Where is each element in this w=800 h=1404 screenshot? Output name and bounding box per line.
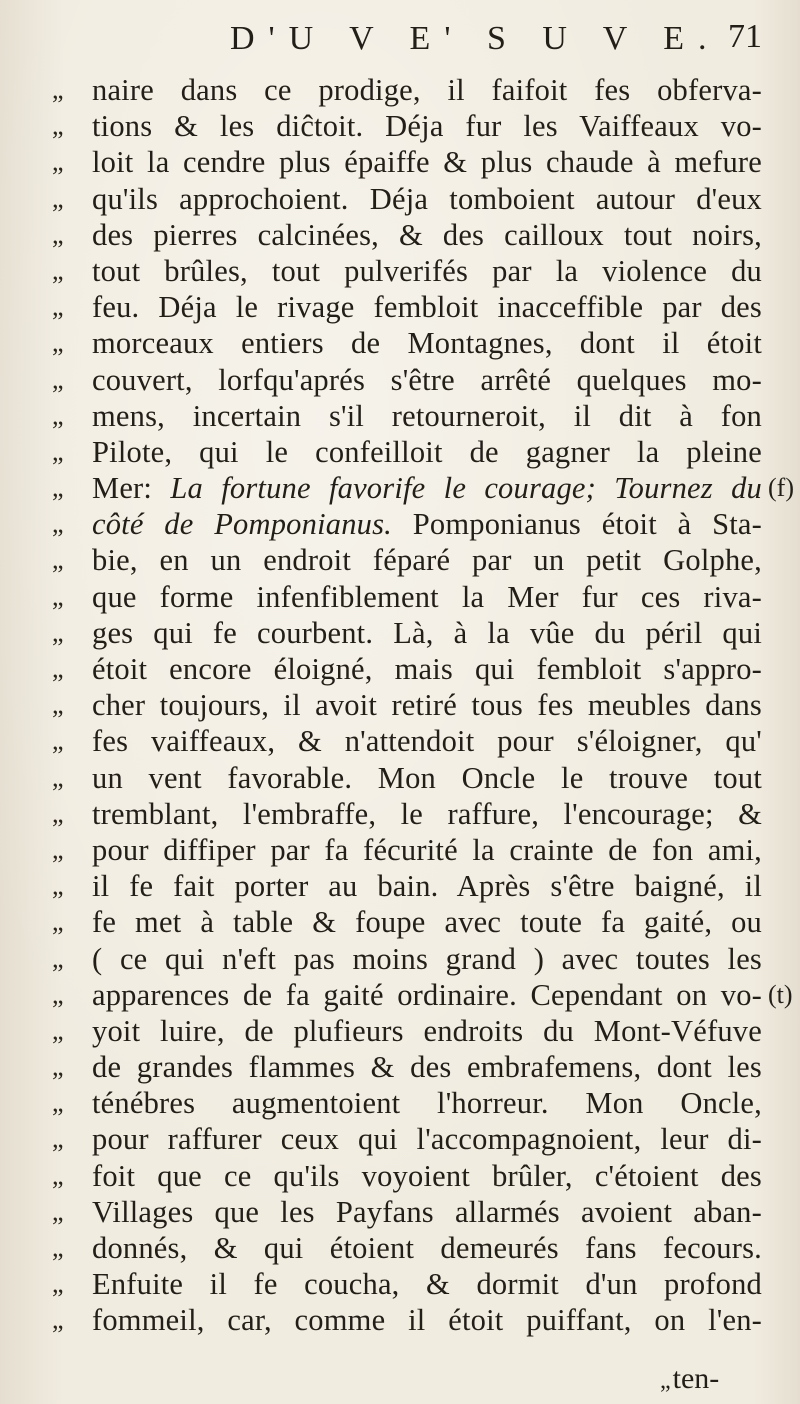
text-segment: cher toujours, il avoit retiré tous fes meubles dans (92, 688, 762, 723)
text-segment: ( ce qui n'eft pas moins grand ) avec toutes les (92, 941, 762, 976)
line-text (92, 253, 762, 289)
line-text (92, 615, 762, 651)
italic-segment: La fortune favorife le courage; Tournez du (170, 471, 762, 506)
text-line (0, 506, 800, 542)
quotation-mark: „ (52, 654, 64, 683)
text-line (0, 72, 800, 108)
text-line (0, 760, 800, 796)
text-line (0, 651, 800, 687)
text-line (0, 1266, 800, 1302)
text-segment: couvert, lorfqu'aprés s'être arrêté quelques mo- (92, 362, 762, 397)
text-segment: tremblant, l'embraffe, le raffure, l'encourage; & (92, 796, 762, 831)
line-text (92, 1085, 762, 1121)
quotation-mark: „ (52, 1160, 64, 1190)
quotation-mark: „ (52, 979, 64, 1009)
text-line (0, 1194, 800, 1230)
text-segment: Pomponianus étoit à Sta- (392, 507, 762, 542)
quotation-mark: „ (52, 907, 64, 937)
quotation-mark: „ (52, 1015, 64, 1045)
text-segment: morceaux entiers de Montagnes, dont il étoit (92, 326, 762, 361)
line-text (92, 687, 762, 723)
text-segment: feu. Déja le rivage fembloit inacceffible par des (92, 290, 762, 325)
text-segment: étoit encore éloigné, mais qui fembloit s'appro- (92, 652, 762, 686)
quotation-mark: „ (52, 183, 64, 213)
text-segment: yoit luire, de plufieurs endroits du Mont-Véfuve (92, 1013, 762, 1048)
text-segment: Pilote, qui le confeilloit de gagner la pleine (92, 434, 762, 469)
line-text (92, 144, 762, 180)
italic-segment: côté de Pomponianus. (92, 507, 392, 542)
quotation-mark: „ (52, 1088, 64, 1118)
text-segment: naire dans ce prodige, il faifoit fes obferva- (92, 73, 762, 107)
running-head-title: D'U V E' S U V E. (230, 20, 721, 57)
text-line (0, 904, 800, 940)
margin-note: (t) (768, 979, 793, 1009)
quotation-mark: „ (52, 292, 64, 322)
quotation-mark: „ (52, 690, 64, 720)
line-text (92, 904, 762, 940)
text-segment: de grandes flammes & des embrafemens, dont les (92, 1050, 762, 1085)
text-line (0, 398, 800, 434)
text-line (0, 687, 800, 723)
line-text (92, 723, 762, 759)
quotation-mark: „ (52, 364, 64, 394)
line-text (92, 1049, 762, 1085)
line-text (92, 651, 762, 687)
line-text (92, 506, 762, 542)
quotation-mark: „ (52, 328, 64, 358)
line-text (92, 1266, 762, 1302)
text-line (0, 1121, 800, 1157)
quotation-mark: „ (52, 1124, 64, 1154)
line-text (92, 181, 762, 217)
quotation-mark: „ (52, 255, 64, 285)
text-segment: tout brûles, tout pulverifés par la violence du (92, 253, 762, 288)
quotation-mark: „ (52, 400, 64, 430)
quotation-mark: „ (52, 762, 64, 792)
quotation-mark: „ (52, 111, 64, 141)
line-text (92, 1158, 762, 1194)
text-line (0, 181, 800, 217)
text-segment: Villages que les Payfans allarmés avoient aban- (92, 1194, 762, 1229)
text-segment: que forme infenfiblement la Mer fur ces riva- (92, 579, 762, 614)
text-segment: foit que ce qu'ils voyoient brûler, c'étoient des (92, 1158, 762, 1193)
text-line (0, 325, 800, 361)
quotation-mark: „ (52, 581, 64, 611)
line-text (92, 325, 762, 361)
quotation-mark: „ (52, 1196, 64, 1226)
body-text (0, 72, 800, 1339)
line-text (92, 832, 762, 868)
line-text (92, 1302, 762, 1338)
text-line (0, 144, 800, 180)
line-text (92, 1121, 762, 1157)
text-segment: ges qui fe courbent. Là, à la vûe du péril qui (92, 615, 762, 650)
line-text (92, 977, 762, 1013)
text-line (0, 796, 800, 832)
margin-note: (f) (768, 473, 794, 503)
quotation-mark: „ (52, 617, 64, 647)
line-text (92, 941, 762, 977)
quotation-mark: „ (52, 436, 64, 466)
text-segment: apparences de fa gaité ordinaire. Cependant on vo- (92, 977, 762, 1012)
line-text (92, 579, 762, 615)
quotation-mark: „ (52, 943, 64, 973)
quotation-mark: „ (52, 1233, 64, 1262)
text-line (0, 868, 800, 904)
line-text (92, 108, 762, 144)
text-segment: mens, incertain s'il retourneroit, il dit à fon (92, 398, 762, 433)
quotation-mark: „ (52, 219, 64, 249)
text-line (0, 1302, 800, 1338)
quotation-mark: „ (52, 147, 64, 177)
quotation-mark: „ (52, 834, 64, 864)
text-line (0, 217, 800, 253)
quotation-mark: „ (52, 1305, 64, 1335)
running-head (0, 18, 800, 68)
quotation-mark: „ (52, 1052, 64, 1082)
line-text (92, 1194, 762, 1230)
text-segment: Mer: (92, 471, 171, 506)
text-line (0, 615, 800, 651)
text-line (0, 941, 800, 977)
line-text (92, 217, 762, 253)
line-text (92, 1013, 762, 1049)
quotation-mark: „ (52, 509, 64, 539)
text-line (0, 253, 800, 289)
text-segment: loit la cendre plus épaiffe & plus chaude à mefure (92, 145, 762, 180)
text-segment: donnés, & qui étoient demeurés fans fecours. (92, 1231, 762, 1265)
text-segment: bie, en un endroit féparé par un petit Golphe, (92, 543, 762, 578)
text-segment: ténébres augmentoient l'horreur. Mon Oncle, (92, 1086, 762, 1121)
text-line (0, 362, 800, 398)
text-segment: fe met à table & foupe avec toute fa gaité, ou (92, 905, 762, 940)
quotation-mark: „ (52, 1269, 64, 1299)
quotation-mark: „ (52, 473, 64, 503)
text-line (0, 1158, 800, 1194)
text-line (0, 434, 800, 470)
quotation-mark: „ (52, 726, 64, 756)
line-text (92, 362, 762, 398)
text-line (0, 723, 800, 759)
text-segment: des pierres calcinées, & des cailloux tout noirs, (92, 217, 762, 252)
text-segment: qu'ils approchoient. Déja tomboient autour d'eux (92, 181, 762, 216)
line-text (92, 1230, 762, 1266)
page-number: 71 (728, 18, 762, 55)
text-segment: pour diffiper par fa fécurité la crainte de fon ami, (92, 832, 762, 867)
catchword (660, 1362, 719, 1396)
quotation-mark: „ (52, 545, 64, 575)
text-segment: tions & les diĉtoit. Déja fur les Vaiffeaux vo- (92, 109, 762, 144)
text-line (0, 542, 800, 578)
text-line (0, 1049, 800, 1085)
text-line (0, 1230, 800, 1266)
line-text (92, 760, 762, 796)
quotation-mark: „ (660, 1368, 671, 1394)
line-text (92, 398, 762, 434)
quotation-mark: „ (52, 871, 64, 901)
quotation-mark: „ (52, 75, 64, 104)
text-segment: pour raffurer ceux qui l'accompagnoient, leur di- (92, 1122, 762, 1157)
text-line (0, 1013, 800, 1049)
text-segment: fes vaiffeaux, & n'attendoit pour s'éloigner, qu' (92, 724, 762, 759)
text-line (0, 108, 800, 144)
text-line (0, 289, 800, 325)
text-line (0, 1085, 800, 1121)
text-line (0, 977, 800, 1013)
line-text (92, 289, 762, 325)
text-segment: un vent favorable. Mon Oncle le trouve tout (92, 760, 762, 795)
line-text (92, 434, 762, 470)
line-text (92, 868, 762, 904)
line-text (92, 796, 762, 832)
text-segment: Enfuite il fe coucha, & dormit d'un profond (92, 1267, 762, 1302)
line-text (92, 72, 762, 108)
quotation-mark: „ (52, 798, 64, 828)
catchword-text: ten- (672, 1362, 720, 1395)
text-segment: il fe fait porter au bain. Après s'être baigné, il (92, 869, 762, 904)
text-segment: fommeil, car, comme il étoit puiffant, on l'en- (92, 1303, 762, 1338)
text-line (0, 832, 800, 868)
text-line (0, 470, 800, 506)
text-line (0, 579, 800, 615)
line-text (92, 470, 762, 506)
line-text (92, 542, 762, 578)
